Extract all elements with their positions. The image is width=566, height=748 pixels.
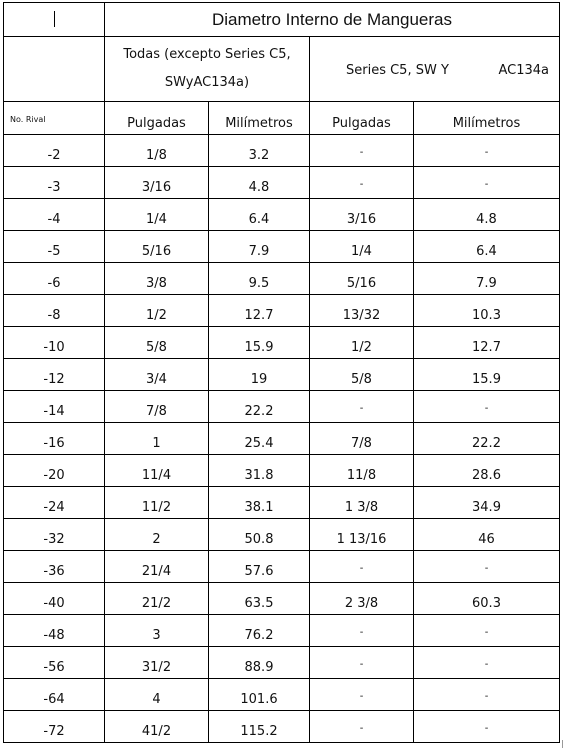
column-header-row [4, 102, 560, 135]
milimetros-cell: 7.9 [209, 231, 310, 263]
milimetros-cell: 31.8 [209, 455, 310, 487]
pulgadas-alt-cell: - [310, 391, 414, 423]
pulgadas-cell: 21/2 [105, 583, 209, 615]
milimetros-alt-cell: 12.7 [414, 327, 560, 359]
pulgadas-cell: 3/8 [105, 263, 209, 295]
pulgadas-alt-cell: 5/8 [310, 359, 414, 391]
pulgadas-cell: 5/8 [105, 327, 209, 359]
pulgadas-cell: 1/4 [105, 199, 209, 231]
milimetros-cell: 15.9 [209, 327, 310, 359]
table-row [4, 263, 560, 295]
pulgadas-cell: 11/2 [105, 487, 209, 519]
milimetros-alt-cell: - [414, 551, 560, 583]
pulgadas-alt-cell: 1 13/16 [310, 519, 414, 551]
rival-cell: -4 [4, 199, 105, 231]
pulgadas-alt-cell: 1/4 [310, 231, 414, 263]
milimetros-cell: 25.4 [209, 423, 310, 455]
pulgadas-cell: 3/16 [105, 167, 209, 199]
milimetros-cell: 101.6 [209, 679, 310, 711]
milimetros-alt-cell: 28.6 [414, 455, 560, 487]
pulgadas-alt-cell: - [310, 551, 414, 583]
pulgadas-cell: 3 [105, 615, 209, 647]
pulgadas-cell: 7/8 [105, 391, 209, 423]
milimetros-alt-cell: 22.2 [414, 423, 560, 455]
group2-part1: Series C5, SW Y [346, 63, 449, 78]
rival-cell: -36 [4, 551, 105, 583]
text-cursor [54, 11, 55, 27]
milimetros-alt-cell: 10.3 [414, 295, 560, 327]
pulgadas-alt-cell: - [310, 647, 414, 679]
rival-cell: -14 [4, 391, 105, 423]
milimetros-cell: 4.8 [209, 167, 310, 199]
rival-cell: -48 [4, 615, 105, 647]
pulgadas-alt-cell: - [310, 679, 414, 711]
milimetros-cell: 9.5 [209, 263, 310, 295]
milimetros-cell: 19 [209, 359, 310, 391]
title-row [4, 3, 560, 37]
milimetros-cell: 38.1 [209, 487, 310, 519]
milimetros-cell: 88.9 [209, 647, 310, 679]
header-milimetros-2: Milímetros [414, 102, 560, 135]
milimetros-alt-cell: - [414, 167, 560, 199]
milimetros-alt-cell: - [414, 391, 560, 423]
table-row [4, 519, 560, 551]
pulgadas-alt-cell: 7/8 [310, 423, 414, 455]
corner-cell [4, 3, 105, 37]
table-row [4, 487, 560, 519]
group2-header [310, 37, 560, 102]
milimetros-alt-cell: 34.9 [414, 487, 560, 519]
table-row [4, 423, 560, 455]
pulgadas-cell: 3/4 [105, 359, 209, 391]
table-row [4, 231, 560, 263]
pulgadas-alt-cell: 3/16 [310, 199, 414, 231]
group2-part2: AC134a [498, 63, 549, 78]
header-pulgadas-2: Pulgadas [310, 102, 414, 135]
table-row [4, 615, 560, 647]
rival-cell: -16 [4, 423, 105, 455]
table-row [4, 455, 560, 487]
pulgadas-alt-cell: 13/32 [310, 295, 414, 327]
rival-cell: -24 [4, 487, 105, 519]
milimetros-alt-cell: - [414, 647, 560, 679]
milimetros-cell: 115.2 [209, 711, 310, 743]
milimetros-cell: 6.4 [209, 199, 310, 231]
milimetros-cell: 3.2 [209, 135, 310, 167]
pulgadas-cell: 1 [105, 423, 209, 455]
pulgadas-alt-cell: - [310, 615, 414, 647]
milimetros-alt-cell: - [414, 615, 560, 647]
milimetros-alt-cell: 60.3 [414, 583, 560, 615]
table-title [105, 3, 560, 37]
table-row [4, 647, 560, 679]
pulgadas-cell: 11/4 [105, 455, 209, 487]
pulgadas-alt-cell: 11/8 [310, 455, 414, 487]
pulgadas-alt-cell: - [310, 167, 414, 199]
page-edge-mark [562, 740, 566, 748]
pulgadas-cell: 41/2 [105, 711, 209, 743]
corner-cell-2 [4, 37, 105, 102]
header-pulgadas-1: Pulgadas [105, 102, 209, 135]
milimetros-alt-cell: - [414, 679, 560, 711]
rival-cell: -10 [4, 327, 105, 359]
rival-cell: -56 [4, 647, 105, 679]
table-row [4, 679, 560, 711]
hose-diameter-table [3, 2, 560, 743]
title-part1: Diametro [211, 10, 281, 29]
rival-cell: -5 [4, 231, 105, 263]
milimetros-alt-cell: 46 [414, 519, 560, 551]
milimetros-alt-cell: 15.9 [414, 359, 560, 391]
milimetros-alt-cell: 4.8 [414, 199, 560, 231]
milimetros-alt-cell: - [414, 711, 560, 743]
header-milimetros-1: Milímetros [209, 102, 310, 135]
rival-cell: -3 [4, 167, 105, 199]
table-row [4, 327, 560, 359]
milimetros-alt-cell: 7.9 [414, 263, 560, 295]
group-header-row [4, 37, 560, 102]
table-row [4, 583, 560, 615]
rival-cell: -6 [4, 263, 105, 295]
milimetros-cell: 76.2 [209, 615, 310, 647]
pulgadas-cell: 31/2 [105, 647, 209, 679]
group1-header [105, 37, 310, 102]
milimetros-cell: 63.5 [209, 583, 310, 615]
milimetros-cell: 12.7 [209, 295, 310, 327]
table-row [4, 391, 560, 423]
group1-line1: Todas (excepto Series C5, [123, 47, 291, 62]
rival-cell: -20 [4, 455, 105, 487]
group1-line2: SWyAC134a) [164, 75, 250, 90]
rival-cell: -12 [4, 359, 105, 391]
pulgadas-cell: 1/8 [105, 135, 209, 167]
rival-cell: -2 [4, 135, 105, 167]
pulgadas-cell: 1/2 [105, 295, 209, 327]
table-row [4, 359, 560, 391]
pulgadas-alt-cell: 2 3/8 [310, 583, 414, 615]
pulgadas-cell: 21/4 [105, 551, 209, 583]
table-row [4, 295, 560, 327]
pulgadas-cell: 4 [105, 679, 209, 711]
milimetros-cell: 57.6 [209, 551, 310, 583]
table-row [4, 711, 560, 743]
pulgadas-cell: 2 [105, 519, 209, 551]
rival-cell: -8 [4, 295, 105, 327]
title-part2: Interno de Mangueras [285, 10, 453, 29]
milimetros-cell: 22.2 [209, 391, 310, 423]
rival-cell: -40 [4, 583, 105, 615]
milimetros-alt-cell: 6.4 [414, 231, 560, 263]
rival-cell: -72 [4, 711, 105, 743]
pulgadas-alt-cell: - [310, 711, 414, 743]
pulgadas-alt-cell: 5/16 [310, 263, 414, 295]
pulgadas-alt-cell: 1/2 [310, 327, 414, 359]
rival-cell: -32 [4, 519, 105, 551]
header-no-rival: No. Rival [4, 102, 105, 135]
table-row [4, 199, 560, 231]
table-row [4, 551, 560, 583]
pulgadas-alt-cell: 1 3/8 [310, 487, 414, 519]
rival-cell: -64 [4, 679, 105, 711]
table-row [4, 135, 560, 167]
pulgadas-alt-cell: - [310, 135, 414, 167]
table-row [4, 167, 560, 199]
milimetros-cell: 50.8 [209, 519, 310, 551]
pulgadas-cell: 5/16 [105, 231, 209, 263]
milimetros-alt-cell: - [414, 135, 560, 167]
